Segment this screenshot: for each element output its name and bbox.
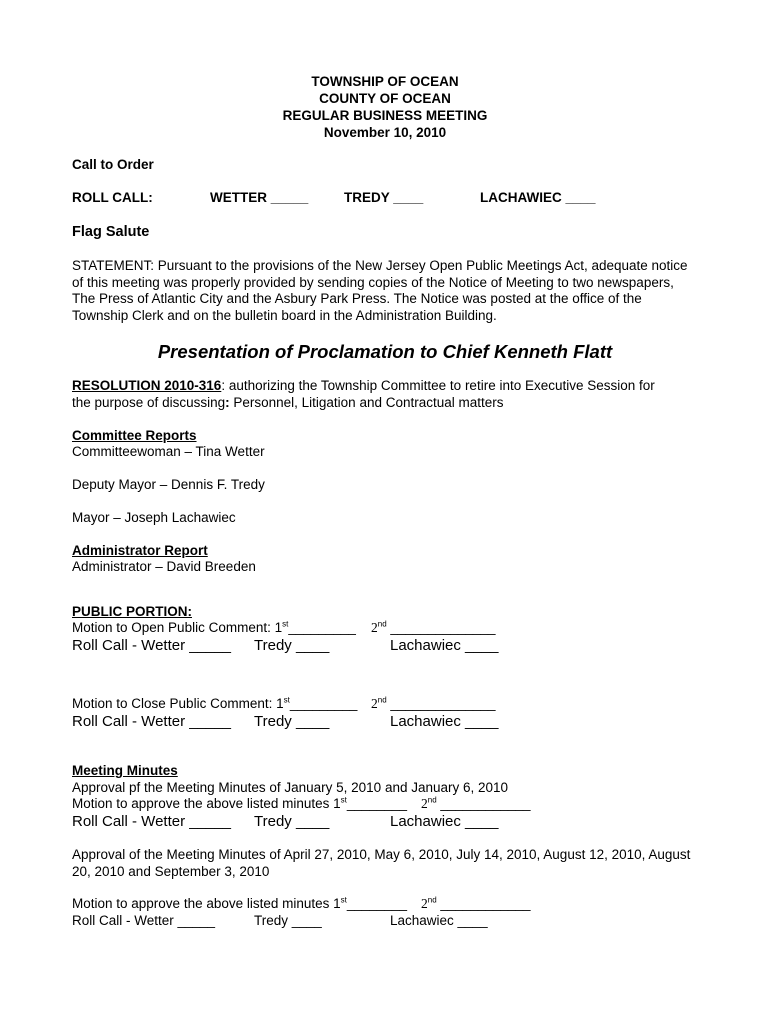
second-prefix: 2 bbox=[421, 796, 428, 811]
first-blank: _________ bbox=[288, 620, 356, 635]
ordinal-nd: nd bbox=[377, 619, 387, 629]
motion-close-second bbox=[371, 696, 496, 712]
administrator-report-heading: Administrator Report bbox=[72, 543, 208, 558]
public-portion-heading: PUBLIC PORTION: bbox=[72, 604, 192, 619]
roll-call-tredy: TREDY ____ bbox=[344, 190, 424, 205]
ordinal-nd: nd bbox=[377, 695, 387, 705]
roll-call-open-tredy: Tredy ____ bbox=[254, 637, 330, 654]
approval-minutes-2: Approval of the Meeting Minutes of April 27, 2010, May 6, 2010, July 14, 2010, August 12, 2010, August 20, 2010 and September 3, 2010 bbox=[72, 847, 691, 879]
committee-report-tredy: Deputy Mayor – Dennis F. Tredy bbox=[72, 477, 265, 492]
roll-call-minutes2-lachawiec: Lachawiec ____ bbox=[390, 913, 488, 928]
roll-call-minutes1-lachawiec: Lachawiec ____ bbox=[390, 813, 499, 830]
roll-call-close-lachawiec: Lachawiec ____ bbox=[390, 713, 499, 730]
roll-call-minutes2-tredy: Tredy ____ bbox=[254, 913, 322, 928]
first-blank: _________ bbox=[289, 696, 358, 711]
motion-open-second bbox=[371, 620, 496, 636]
resolution-label: RESOLUTION 2010-316 bbox=[72, 378, 222, 393]
second-blank: ____________ bbox=[436, 896, 531, 911]
ordinal-nd: nd bbox=[427, 795, 437, 805]
committee-report-wetter: Committeewoman – Tina Wetter bbox=[72, 444, 265, 459]
roll-call-wetter: WETTER _____ bbox=[210, 190, 309, 205]
roll-call-minutes1-tredy: Tredy ____ bbox=[254, 813, 330, 830]
header-township: TOWNSHIP OF OCEAN bbox=[311, 74, 459, 89]
first-blank: ________ bbox=[346, 796, 407, 811]
roll-call-minutes1-wetter: Roll Call - Wetter _____ bbox=[72, 813, 231, 830]
motion-approve-second-1 bbox=[421, 796, 531, 812]
resolution-text-3: Personnel, Litigation and Contractual matters bbox=[229, 394, 504, 410]
motion-approve-minutes-1 bbox=[72, 796, 407, 811]
header-county: COUNTY OF OCEAN bbox=[319, 91, 451, 106]
second-blank: ______________ bbox=[386, 620, 496, 635]
motion-open-label: Motion to Open Public Comment: 1 bbox=[72, 620, 283, 635]
meeting-minutes-heading: Meeting Minutes bbox=[72, 763, 178, 778]
resolution-colon: : bbox=[225, 394, 230, 410]
resolution-text-2: the purpose of discussing bbox=[72, 394, 226, 410]
first-blank: ________ bbox=[346, 896, 407, 911]
roll-call-label: ROLL CALL: bbox=[72, 190, 153, 205]
header-date: November 10, 2010 bbox=[323, 125, 447, 140]
motion-approve-label: Motion to approve the above listed minutes 1 bbox=[72, 796, 341, 811]
ordinal-st: st bbox=[340, 895, 347, 905]
resolution-text-1: : authorizing the Township Committee to retire into Executive Session for bbox=[221, 378, 655, 393]
administrator-report-item: Administrator – David Breeden bbox=[72, 559, 256, 574]
second-prefix: 2 bbox=[371, 696, 378, 711]
ordinal-st: st bbox=[283, 695, 290, 705]
roll-call-lachawiec: LACHAWIEC ____ bbox=[480, 190, 596, 205]
ordinal-st: st bbox=[282, 619, 289, 629]
flag-salute: Flag Salute bbox=[72, 224, 150, 240]
second-blank: ______________ bbox=[386, 696, 496, 711]
call-to-order: Call to Order bbox=[72, 157, 154, 172]
ordinal-nd: nd bbox=[427, 895, 437, 905]
roll-call-minutes2-wetter: Roll Call - Wetter _____ bbox=[72, 913, 216, 928]
header-meeting-type: REGULAR BUSINESS MEETING bbox=[282, 108, 488, 123]
resolution-block bbox=[72, 378, 692, 411]
roll-call-open-wetter: Roll Call - Wetter _____ bbox=[72, 637, 231, 654]
motion-close-public-comment bbox=[72, 696, 357, 711]
roll-call-open-lachawiec: Lachawiec ____ bbox=[390, 637, 499, 654]
motion-approve-minutes-2 bbox=[72, 896, 407, 911]
roll-call-close-wetter: Roll Call - Wetter _____ bbox=[72, 713, 231, 730]
second-prefix: 2 bbox=[421, 896, 428, 911]
second-prefix: 2 bbox=[371, 620, 378, 635]
roll-call-close-tredy: Tredy ____ bbox=[254, 713, 330, 730]
second-blank: ____________ bbox=[436, 796, 531, 811]
proclamation-title: Presentation of Proclamation to Chief Kenneth Flatt bbox=[157, 341, 613, 362]
approval-minutes-1: Approval pf the Meeting Minutes of January 5, 2010 and January 6, 2010 bbox=[72, 780, 509, 795]
ordinal-st: st bbox=[340, 795, 347, 805]
motion-approve-label: Motion to approve the above listed minutes 1 bbox=[72, 896, 341, 911]
committee-reports-heading: Committee Reports bbox=[72, 428, 197, 443]
statement-paragraph: STATEMENT: Pursuant to the provisions of the New Jersey Open Public Meetings Act, adequate notice of this meeting was properly provided by sending copies of the Notice of Meeting to two newspapers, The Press of Atlantic City and the Asbury Park Press. The Notice was posted at the office of the Township Clerk and on the bulletin board in the Administration Building. bbox=[72, 258, 688, 323]
motion-close-label: Motion to Close Public Comment: 1 bbox=[72, 696, 284, 711]
committee-report-lachawiec: Mayor – Joseph Lachawiec bbox=[72, 510, 236, 525]
motion-approve-second-2 bbox=[421, 896, 531, 912]
motion-open-public-comment bbox=[72, 620, 356, 635]
